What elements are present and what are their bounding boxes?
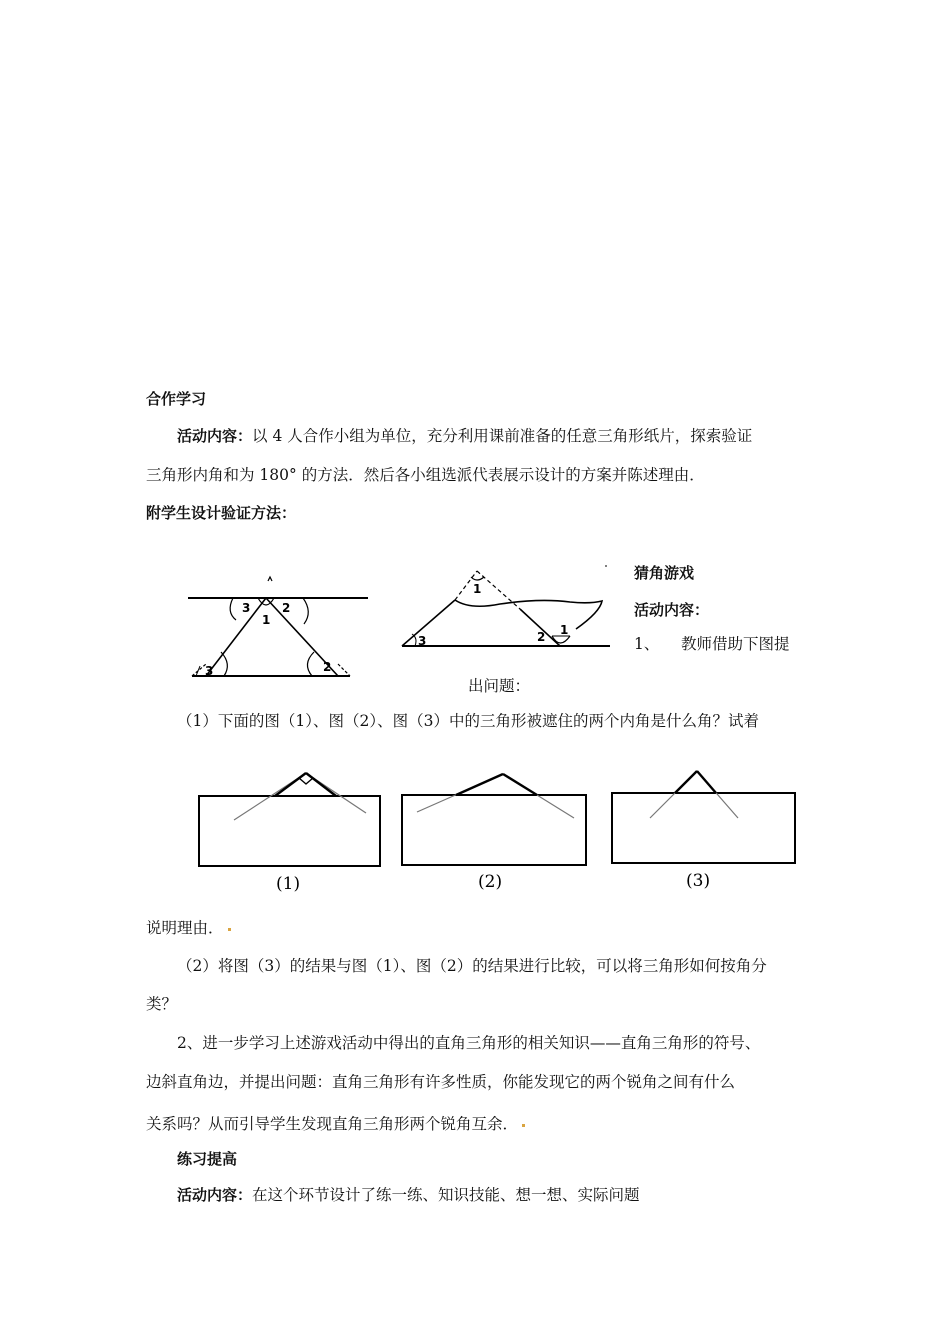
section-heading-practice: 练习提高 <box>177 1150 238 1168</box>
angle-label-3-bottom: 3 <box>205 664 214 678</box>
triangle-figure-left <box>180 575 380 690</box>
activity-paragraph-3 <box>177 1185 640 1205</box>
figure-label-2: (2) <box>478 872 503 892</box>
angle-label-3-top: 3 <box>242 601 251 615</box>
figure-label-1: (1) <box>276 874 301 894</box>
angle-label-2-top: 2 <box>282 601 291 615</box>
item-1-text: 教师借助下图提 <box>681 635 790 653</box>
activity-text: 以 4 人合作小组为单位，充分利用课前准备的任意三角形纸片，探索验证 <box>252 427 753 445</box>
angle-label-2-bottom: 2 <box>323 660 332 674</box>
activity-text-3: 在这个环节设计了练一练、知识技能、想一想、实际问题 <box>252 1186 640 1204</box>
item-2-line3: 关系吗？从而引导学生发现直角三角形两个锐角互余． <box>146 1114 525 1134</box>
angle-label-1-hidden: 1 <box>473 582 482 596</box>
figure-label-3: (3) <box>686 871 711 891</box>
angle-label-1-bottom: 1 <box>560 623 569 637</box>
appendix-heading: 附学生设计验证方法： <box>146 504 297 522</box>
item-2-line1: 2、进一步学习上述游戏活动中得出的直角三角形的相关知识——直角三角形的符号、 <box>177 1034 761 1052</box>
item-2-line2: 边斜直角边，并提出问题：直角三角形有许多性质，你能发现它的两个锐角之间有什么 <box>146 1073 736 1091</box>
question-2: （2）将图（3）的结果与图（1）、图（2）的结果进行比较，可以将三角形如何按角分 <box>177 957 767 975</box>
activity-label-2: 活动内容： <box>634 601 710 619</box>
section-heading-cooperative: 合作学习 <box>146 390 207 408</box>
section-heading-guess-game: 猜角游戏 <box>634 564 695 582</box>
activity-label-3: 活动内容： <box>177 1186 253 1204</box>
angle-label-3-right: 3 <box>418 634 427 648</box>
covered-triangles-figure <box>195 765 805 895</box>
angle-label-1: 1 <box>262 613 271 627</box>
triangle-figure-right <box>398 565 613 650</box>
item-1-continuation: 出问题： <box>468 677 531 695</box>
activity-label: 活动内容： <box>177 427 253 445</box>
item-1-number: 1、 <box>634 635 660 653</box>
question-1: （1）下面的图（1）、图（2）、图（3）中的三角形被遮住的两个内角是什么角？试着 <box>177 712 759 730</box>
question-2-continuation: 类？ <box>146 995 178 1013</box>
angle-label-2-right: 2 <box>537 630 546 644</box>
activity-paragraph-1 <box>177 426 752 446</box>
activity-text-line2: 三角形内角和为 180° 的方法．然后各小组选派代表展示设计的方案并陈述理由． <box>146 466 705 484</box>
question-1-continuation: 说明理由． <box>146 918 231 938</box>
